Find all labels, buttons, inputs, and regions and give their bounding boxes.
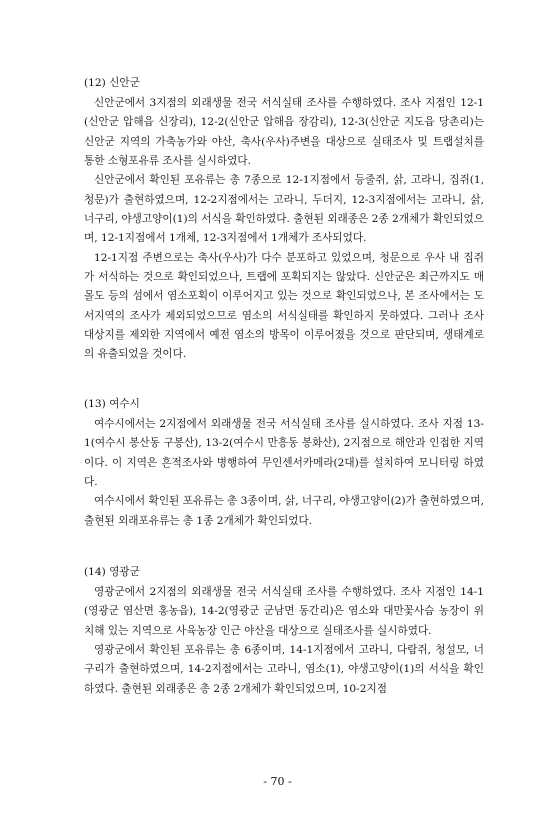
section-spacer	[84, 365, 484, 395]
paragraph: 신안군에서 3지점의 외래생물 전국 서식실태 조사를 수행하였다. 조사 지점인 12-1(신안군 압해읍 신장리), 12-2(신안군 압해읍 장감리), 12-3(신안군 지도읍 당촌리)는 신안군 지역의 가축농가와 야산, 축사(우사)주변을 대상으로 실태조사 및 트랩설치를 통한 소형포유류 조사를 실시하였다.	[84, 97, 484, 168]
section-heading: (13) 여수시	[84, 397, 140, 410]
paragraph: 12-1지점 주변으로는 축사(우사)가 다수 분포하고 있었으며, 청문으로 우사 내 집쥐가 서식하는 것으로 확인되었으나, 트랩에 포획되지는 않았다. 신안군은 최근까지도 매몰도 등의 섬에서 염소포획이 이루어지고 있는 것으로 확인되었으나, 본 조사에서는 도서지역의 조사가 제외되었으므로 염소의 서식실태를 확인하지 못하였다. 그러나 조사 대상지를 제외한 지역에서 예전 염소의 방목이 이루어졌을 것으로 판단되며, 생태계로의 유출되었을 것이다.	[84, 251, 484, 361]
paragraph: 신안군에서 확인된 포유류는 총 7종으로 12-1지점에서 등줄쥐, 삵, 고라니, 집쥐(1, 청문)가 출현하였으며, 12-2지점에서는 고라니, 두더지, 12-3지점에서는 고라니, 삵, 너구리, 야생고양이(1)의 서식을 확인하였다. 출현된 외래종은 2종 2개체가 확인되었으며, 12-1지점에서 1개체, 12-3지점에서 1개체가 조사되었다.	[84, 174, 484, 245]
paragraph: 영광군에서 확인된 포유류는 총 6종이며, 14-1지점에서 고라니, 다람쥐, 청설모, 너구리가 출현하였으며, 14-2지점에서는 고라니, 염소(1), 야생고양이(1)의 서식을 확인하였다. 출현된 외래종은 총 2종 2개체가 확인되었으며, 10-2지점	[84, 643, 484, 695]
section-heading: (14) 영광군	[84, 565, 140, 578]
section-yeosu	[84, 395, 484, 531]
page-content	[84, 74, 484, 699]
paragraph: 여수시에서 확인된 포유류는 총 3종이며, 삵, 너구리, 야생고양이(2)가 출현하였으며, 출현된 외래포유류는 총 1종 2개체가 확인되었다.	[84, 495, 484, 527]
section-sinan	[84, 74, 484, 365]
paragraph: 영광군에서 2지점의 외래생물 전국 서식실태 조사를 수행하였다. 조사 지점인 14-1(영광군 염산면 홍농읍), 14-2(영광군 군남면 동간리)은 염소와 대만꽃사슴 농장이 위치해 있는 지역으로 사육농장 인근 야산을 대상으로 실태조사를 실시하였다.	[84, 585, 484, 637]
section-yeonggwang	[84, 563, 484, 699]
page-number: - 70 -	[263, 775, 292, 788]
section-spacer	[84, 531, 484, 563]
section-heading: (12) 신안군	[84, 77, 140, 89]
paragraph: 여수시에서는 2지점에서 외래생물 전국 서식실태 조사를 실시하였다. 조사 지점 13-1(여수시 봉산동 구봉산), 13-2(여수시 만흥동 봉화산), 2지점으로 해안과 인접한 지역이다. 이 지역은 흔적조사와 병행하여 무인센서카메라(2대)를 설치하여 모니터링 하였다.	[84, 417, 484, 488]
